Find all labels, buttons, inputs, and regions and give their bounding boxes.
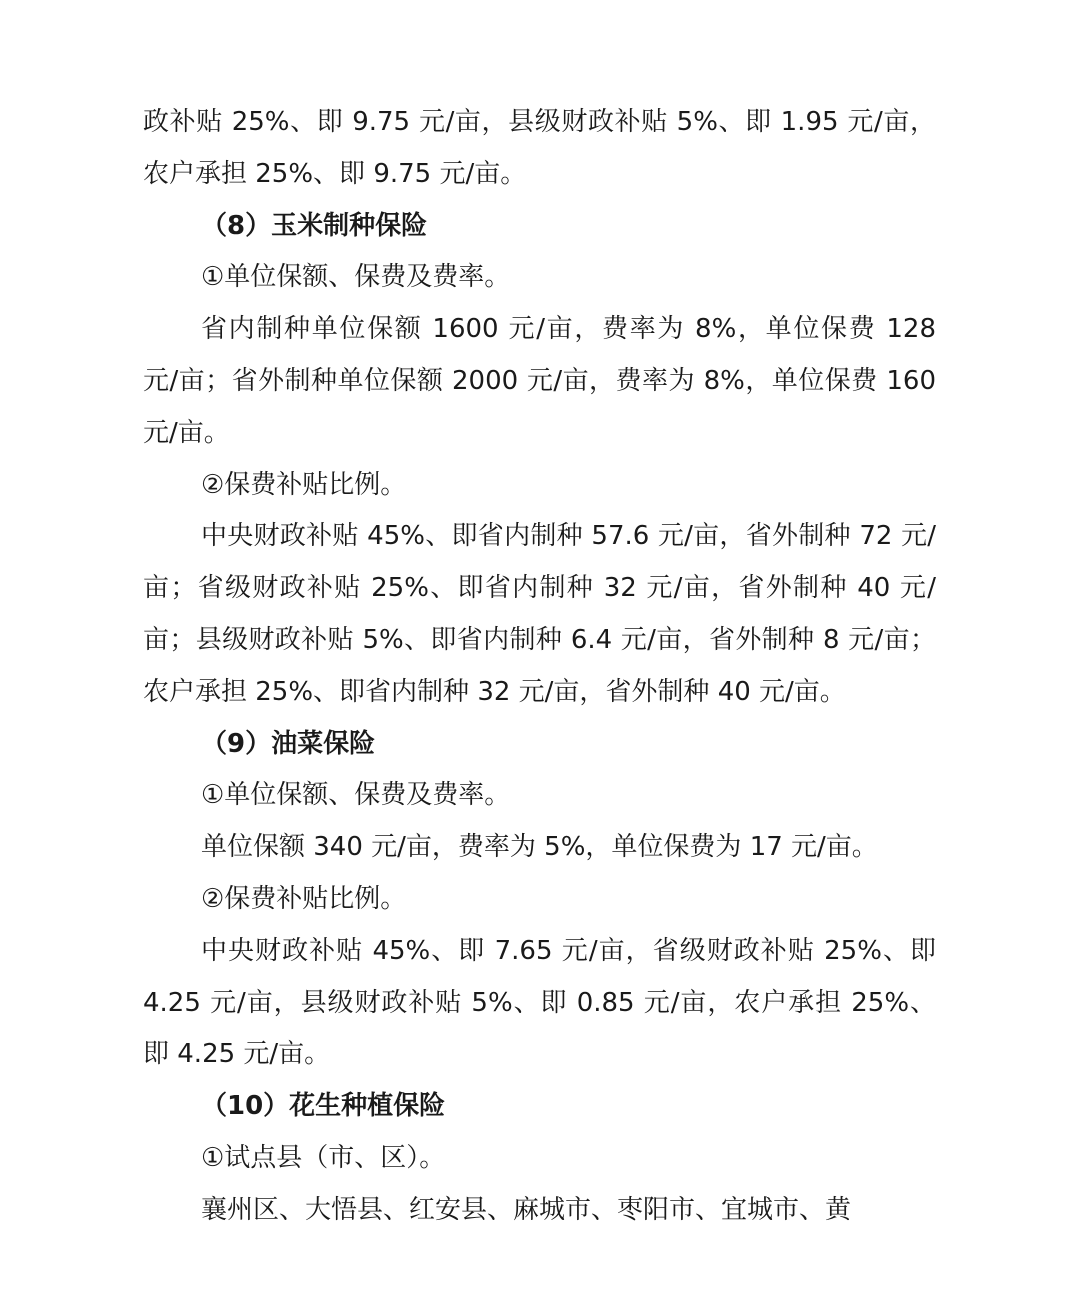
- paragraph-pilot-county-list: 襄州区、大悟县、红安县、麻城市、枣阳市、宜城市、黄: [201, 1194, 852, 1225]
- subheading-coverage-premium-rate: ①单位保额、保费及费率。: [201, 780, 511, 811]
- paragraph-rapeseed-subsidy: 中央财政补贴 45%、即 7.65 元/亩，省级财政补贴 25%、即 4.25 元/亩，县级财政补贴 5%、即 0.85 元/亩，农户承担 25%、即 4.25 元/亩。: [143, 935, 936, 1070]
- subheading-pilot-counties: ①试点县（市、区）。: [201, 1142, 446, 1173]
- paragraph-corn-coverage: 省内制种单位保额 1600 元/亩，费率为 8%，单位保费 128 元/亩；省外制种单位保额 2000 元/亩，费率为 8%，单位保费 160 元/亩。: [143, 314, 936, 448]
- paragraph-continuation: 政补贴 25%、即 9.75 元/亩，县级财政补贴 5%、即 1.95 元/亩，农户承担 25%、即 9.75 元/亩。: [143, 107, 936, 189]
- paragraph-corn-subsidy: 中央财政补贴 45%、即省内制种 57.6 元/亩，省外制种 72 元/亩；省级财政补贴 25%、即省内制种 32 元/亩，省外制种 40 元/亩；县级财政补贴 5%、即省内制种 6.4 元/亩，省外制种 8 元/亩；农户承担 25%、即省内制种 32 元/亩，省外制种 40 元/亩。: [143, 521, 936, 707]
- section-heading-peanut-insurance: （10）花生种植保险: [201, 1091, 446, 1122]
- subheading-subsidy-ratio: ②保费补贴比例。: [201, 883, 407, 914]
- subheading-subsidy-ratio: ②保费补贴比例。: [201, 469, 407, 500]
- section-heading-corn-seed-insurance: （8）玉米制种保险: [201, 210, 428, 241]
- subheading-coverage-premium-rate: ①单位保额、保费及费率。: [201, 262, 511, 293]
- section-heading-rapeseed-insurance: （9）油菜保险: [201, 728, 376, 759]
- document-body: [143, 97, 936, 1237]
- paragraph-rapeseed-coverage: 单位保额 340 元/亩，费率为 5%，单位保费为 17 元/亩。: [201, 832, 878, 863]
